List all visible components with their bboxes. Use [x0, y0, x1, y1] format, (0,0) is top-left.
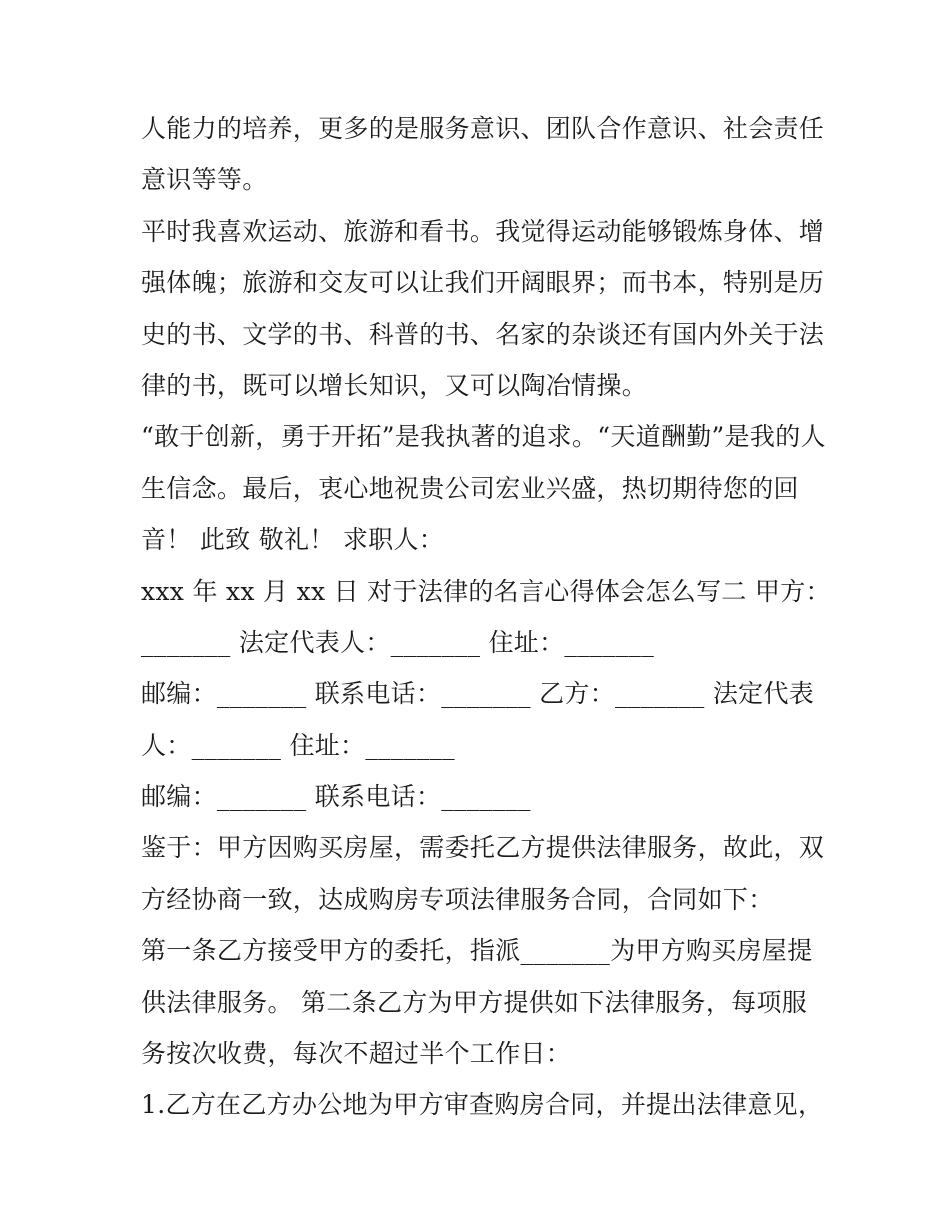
document-body	[141, 103, 831, 1131]
text-line: 1.乙方在乙方办公地为甲方审查购房合同，并提出法律意见，	[141, 1090, 824, 1120]
text-line: 方经协商一致，达成购房专项法律服务合同，合同如下：	[141, 884, 774, 914]
text-line: 鉴于：甲方因购买房屋，需委托乙方提供法律服务，故此，双	[141, 833, 825, 863]
text-line: “敢于创新，勇于开拓”是我执著的追求。“天道酬勤”是我的人	[141, 422, 826, 452]
text-line: 邮编：_______ 联系电话：_______	[141, 782, 531, 812]
text-line: 意识等等。	[141, 165, 268, 195]
text-line: 音！ 此致 敬礼！ 求职人：	[141, 525, 445, 555]
text-line: 强体魄；旅游和交友可以让我们开阔眼界；而书本，特别是历	[141, 268, 825, 298]
text-line: 务按次收费，每次不超过半个工作日：	[141, 1039, 572, 1069]
text-line: 人：_______ 住址：_______	[141, 730, 455, 760]
text-line: 第一条乙方接受甲方的委托，指派_______为甲方购买房屋提	[141, 936, 813, 966]
text-line: 供法律服务。 第二条乙方为甲方提供如下法律服务，每项服	[141, 987, 808, 1017]
text-line: 邮编：_______ 联系电话：_______ 乙方：_______ 法定代表	[141, 679, 815, 709]
text-line: 律的书，既可以增长知识，又可以陶冶情操。	[141, 370, 648, 400]
text-line: _______ 法定代表人：_______ 住址：_______	[141, 627, 654, 657]
text-line: 平时我喜欢运动、旅游和看书。我觉得运动能够锻炼身体、增	[141, 216, 825, 246]
text-line: 人能力的培养，更多的是服务意识、团队合作意识、社会责任	[141, 114, 825, 143]
text-line: 生信念。最后，衷心地祝贵公司宏业兴盛，热切期待您的回	[141, 473, 799, 503]
text-line: 史的书、文学的书、科普的书、名家的杂谈还有国内外关于法	[141, 319, 825, 349]
text-line: xxx 年 xx 月 xx 日 对于法律的名言心得体会怎么写二 甲方：	[141, 576, 831, 606]
